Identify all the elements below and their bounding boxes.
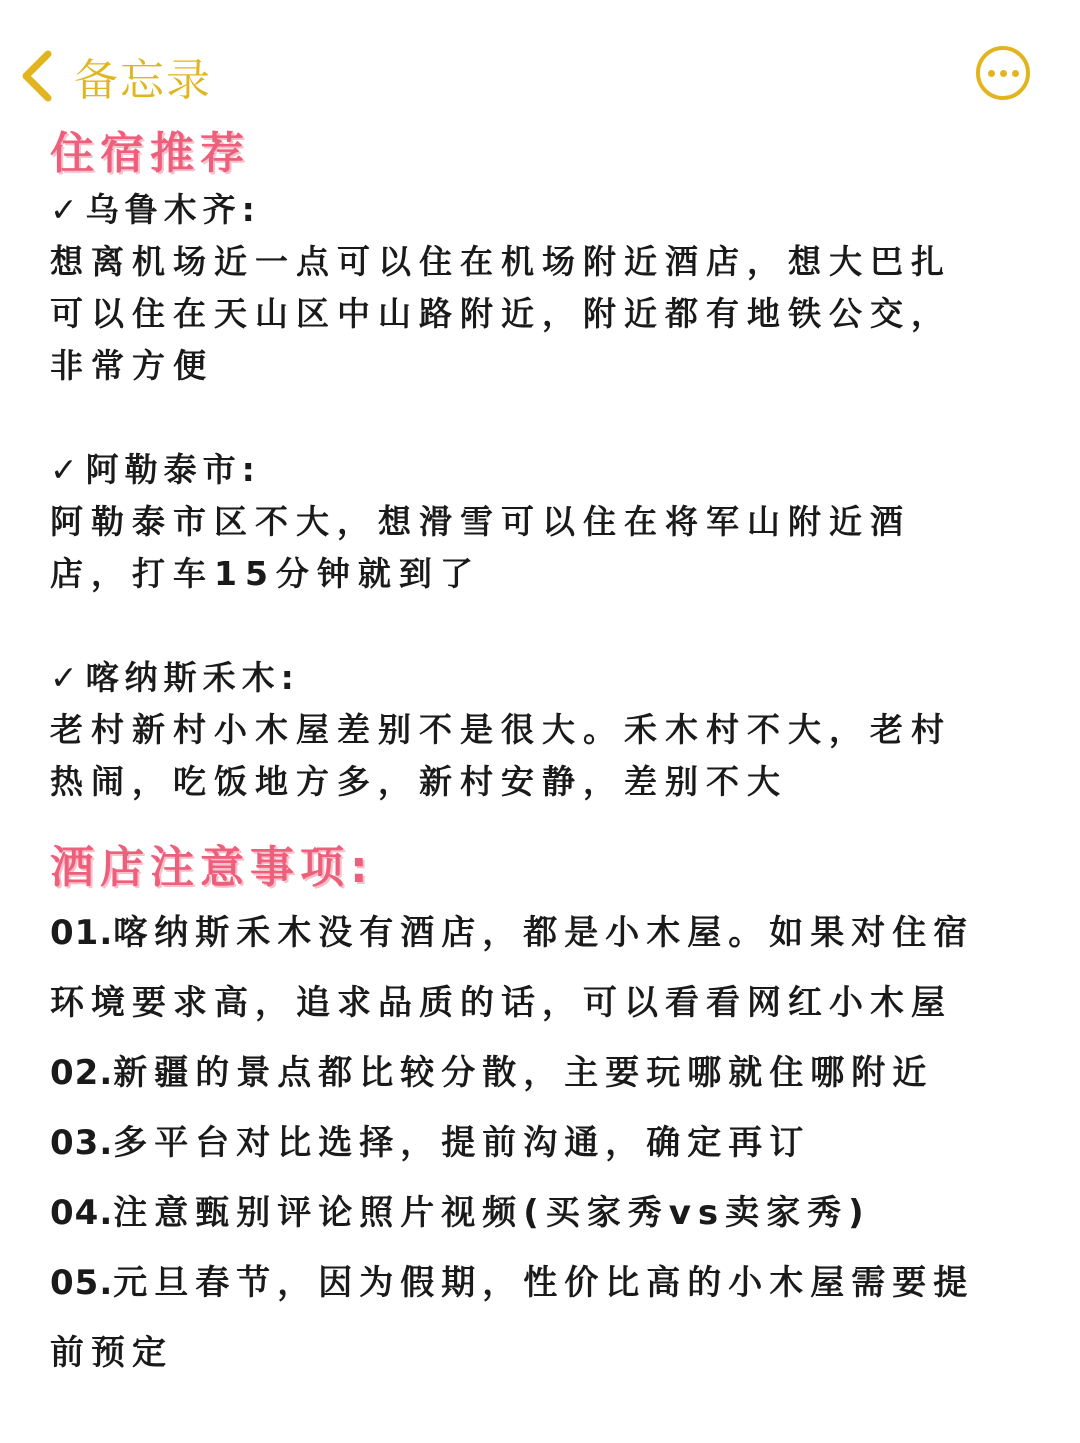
place-heading: [50, 652, 1040, 704]
body-line: 可以住在天山区中山路附近，附近都有地铁公交，: [50, 294, 952, 333]
note-item-continued: [50, 1318, 1040, 1388]
note-item: [50, 1248, 1040, 1318]
back-button[interactable]: [18, 44, 212, 108]
note-text: 新疆的景点都比较分散，主要玩哪就住哪附近: [113, 1053, 934, 1093]
place-heading: [50, 444, 1040, 496]
place-block-urumqi: [50, 184, 1040, 392]
section-title-accommodation: 住宿推荐: [50, 128, 250, 179]
note-number: 04.: [50, 1193, 114, 1233]
note-text: 注意甄别评论照片视频(买家秀vs卖家秀): [113, 1193, 871, 1233]
place-name: 乌鲁木齐:: [85, 190, 261, 229]
note-item: [50, 1038, 1040, 1108]
note-item: [50, 1108, 1040, 1178]
note-item-continued: [50, 968, 1040, 1038]
checkmark-icon: ✓: [50, 450, 84, 489]
note-item: [50, 898, 1040, 968]
chevron-left-icon: [18, 48, 58, 104]
back-label: 备忘录: [74, 55, 212, 106]
more-options-button[interactable]: [976, 46, 1030, 100]
place-name: 喀纳斯禾木:: [85, 658, 300, 697]
body-line: 店，打车15分钟就到了: [50, 554, 481, 593]
note-content: [50, 124, 1040, 1388]
checkmark-icon: ✓: [50, 658, 84, 697]
note-number: 01.: [50, 913, 114, 953]
note-text: 前预定: [50, 1333, 173, 1373]
top-bar: [0, 0, 1080, 130]
section-title-hotel-notes: 酒店注意事项:: [50, 842, 374, 893]
note-text: 喀纳斯禾木没有酒店，都是小木屋。如果对住宿: [113, 913, 975, 953]
body-line: 热闹，吃饭地方多，新村安静，差别不大: [50, 762, 788, 801]
note-text: 多平台对比选择，提前沟通，确定再订: [113, 1123, 811, 1163]
note-number: 02.: [50, 1053, 114, 1093]
place-block-kanas-hemu: [50, 652, 1040, 808]
body-line: 阿勒泰市区不大，想滑雪可以住在将军山附近酒: [50, 502, 911, 541]
place-name: 阿勒泰市:: [85, 450, 261, 489]
place-block-altay: [50, 444, 1040, 600]
note-text: 环境要求高，追求品质的话，可以看看网红小木屋: [50, 983, 952, 1023]
body-line: 非常方便: [50, 346, 214, 385]
note-item: [50, 1178, 1040, 1248]
body-line: 想离机场近一点可以住在机场附近酒店，想大巴扎: [50, 242, 952, 281]
checkmark-icon: ✓: [50, 190, 84, 229]
note-number: 05.: [50, 1263, 114, 1303]
ellipsis-circle-icon: [988, 70, 995, 77]
place-heading: [50, 184, 1040, 236]
notes-list: [50, 898, 1040, 1388]
note-text: 元旦春节，因为假期，性价比高的小木屋需要提: [113, 1263, 975, 1303]
body-line: 老村新村小木屋差别不是很大。禾木村不大，老村: [50, 710, 952, 749]
note-number: 03.: [50, 1123, 114, 1163]
